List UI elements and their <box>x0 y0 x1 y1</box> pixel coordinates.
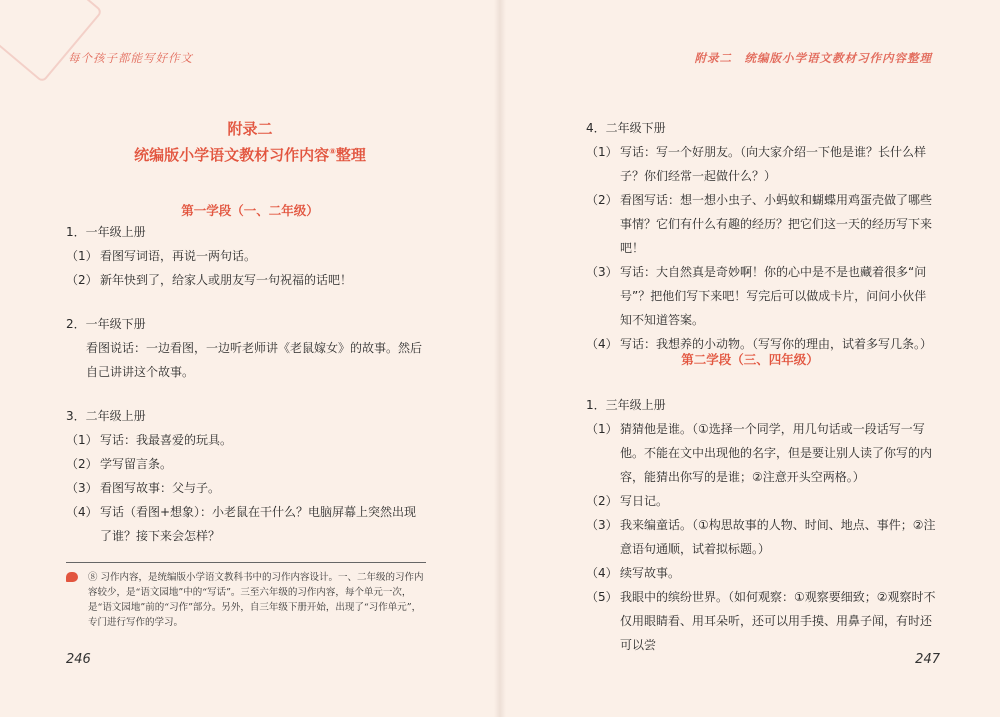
grade-heading: 3．二年级上册 <box>66 409 146 423</box>
list-item <box>66 428 426 452</box>
item-text: 看图写话：想一想小虫子、小蚂蚁和蝴蝶用鸡蛋壳做了哪些事情？它们有什么有趣的经历？把它们这一天的经历写下来吧！ <box>620 193 933 255</box>
item-number: （1） <box>586 422 618 436</box>
item-number: （1） <box>586 145 618 159</box>
grade-1-upper <box>66 220 426 292</box>
item-number: （2） <box>66 273 98 287</box>
section-heading-1: 第一学段（一、二年级） <box>181 203 319 218</box>
item-number: （1） <box>66 433 98 447</box>
running-head-left: 每个孩子都能写好作文 <box>68 51 193 65</box>
page-number-left: 246 <box>66 652 91 667</box>
item-number: （3） <box>66 481 98 495</box>
title-tail: 整理 <box>335 146 366 164</box>
list-item <box>66 244 426 268</box>
item-number: （1） <box>66 249 98 263</box>
item-number: （3） <box>586 518 618 532</box>
grade-heading: 1．三年级上册 <box>586 398 666 412</box>
footnote-divider <box>66 562 426 563</box>
title-line-2 <box>0 140 500 167</box>
item-text: 新年快到了，给家人或朋友写一句祝福的话吧！ <box>100 273 353 287</box>
list-item <box>586 561 936 585</box>
list-item <box>66 452 426 476</box>
item-text: 我眼中的缤纷世界。（如何观察：①观察要细致；②观察时不仅用眼睛看、用耳朵听，还可以用手摸、用鼻子闻，有时还可以尝 <box>620 590 936 652</box>
item-number: （4） <box>586 566 618 580</box>
item-number: （2） <box>66 457 98 471</box>
list-item <box>66 500 426 548</box>
item-text: 写日记。 <box>620 494 669 508</box>
item-number: （4） <box>586 337 618 351</box>
list-item <box>586 585 936 657</box>
list-item <box>586 417 936 489</box>
item-text: 学写留言条。 <box>100 457 173 471</box>
item-number: （2） <box>586 494 618 508</box>
list-item <box>586 188 936 260</box>
item-number: （4） <box>66 505 98 519</box>
item-number: （2） <box>586 193 618 207</box>
grade-1-lower <box>66 312 426 384</box>
right-page <box>500 0 1000 717</box>
title-line-1: 附录二 <box>227 120 273 138</box>
grade-3-upper <box>586 393 936 657</box>
paragraph-text: 看图说话：一边看图，一边听老师讲《老鼠嫁女》的故事。然后自己讲讲这个故事。 <box>86 341 423 379</box>
grade-heading: 2．一年级下册 <box>66 317 146 331</box>
item-number: （5） <box>586 590 618 604</box>
grade-heading: 4．二年级下册 <box>586 121 666 135</box>
item-text: 写话：我最喜爱的玩具。 <box>100 433 233 447</box>
grade-heading: 1．一年级上册 <box>66 225 146 239</box>
list-item <box>586 140 936 188</box>
grade-2-lower <box>586 116 936 356</box>
title-main: 统编版小学语文教材习作内容 <box>134 146 330 164</box>
item-text: 写话：我想养的小动物。（写写你的理由，试着多写几条。） <box>620 337 933 351</box>
running-head-right: 附录二 统编版小学语文教材习作内容整理 <box>694 51 932 65</box>
item-text: 续写故事。 <box>620 566 681 580</box>
footnote-text: ⑧ 习作内容，是统编版小学语文教科书中的习作内容设计。一、二年级的习作内容较少，是“语文园地”中的“写话”。三至六年级的习作内容，每个单元一次，是“语文园地”前的“习作”部分。另外，自三年级下册开始，出现了“习作单元”，专门进行写作的学习。 <box>88 572 424 628</box>
list-item <box>586 489 936 513</box>
grade-2-upper <box>66 404 426 548</box>
item-text: 写话：写一个好朋友。（向大家介绍一下他是谁？长什么样子？你们经常一起做什么？） <box>620 145 927 183</box>
item-text: 写话（看图+想象）：小老鼠在干什么？电脑屏幕上突然出现了谁？接下来会怎样？ <box>100 505 417 543</box>
list-item <box>66 476 426 500</box>
item-text: 看图写故事：父与子。 <box>100 481 221 495</box>
item-text: 猜猜他是谁。（①选择一个同学，用几句话或一段话写一写他。不能在文中出现他的名字，但是要让别人读了你写的内容，能猜出你写的是谁；②注意开头空两格。） <box>620 422 933 484</box>
page-number-right: 247 <box>915 652 940 667</box>
pencil-decoration-icon <box>0 0 103 83</box>
item-text: 写话：大自然真是奇妙啊！你的心中是不是也藏着很多“问号”？把他们写下来吧！写完后可以做成卡片，问问小伙伴知不知道答案。 <box>620 265 927 327</box>
footnote <box>66 570 426 630</box>
footnote-mark[interactable]: ⑧ <box>329 147 336 156</box>
item-number: （3） <box>586 265 618 279</box>
list-item <box>586 260 936 332</box>
appendix-title <box>0 118 500 167</box>
speech-bubble-icon <box>66 572 78 582</box>
list-item <box>66 268 426 292</box>
list-item <box>586 513 936 561</box>
section-heading-2: 第二学段（三、四年级） <box>681 352 819 367</box>
item-text: 看图写词语，再说一两句话。 <box>100 249 257 263</box>
item-text: 我来编童话。（①构思故事的人物、时间、地点、事件；②注意语句通顺，试着拟标题。） <box>620 518 936 556</box>
